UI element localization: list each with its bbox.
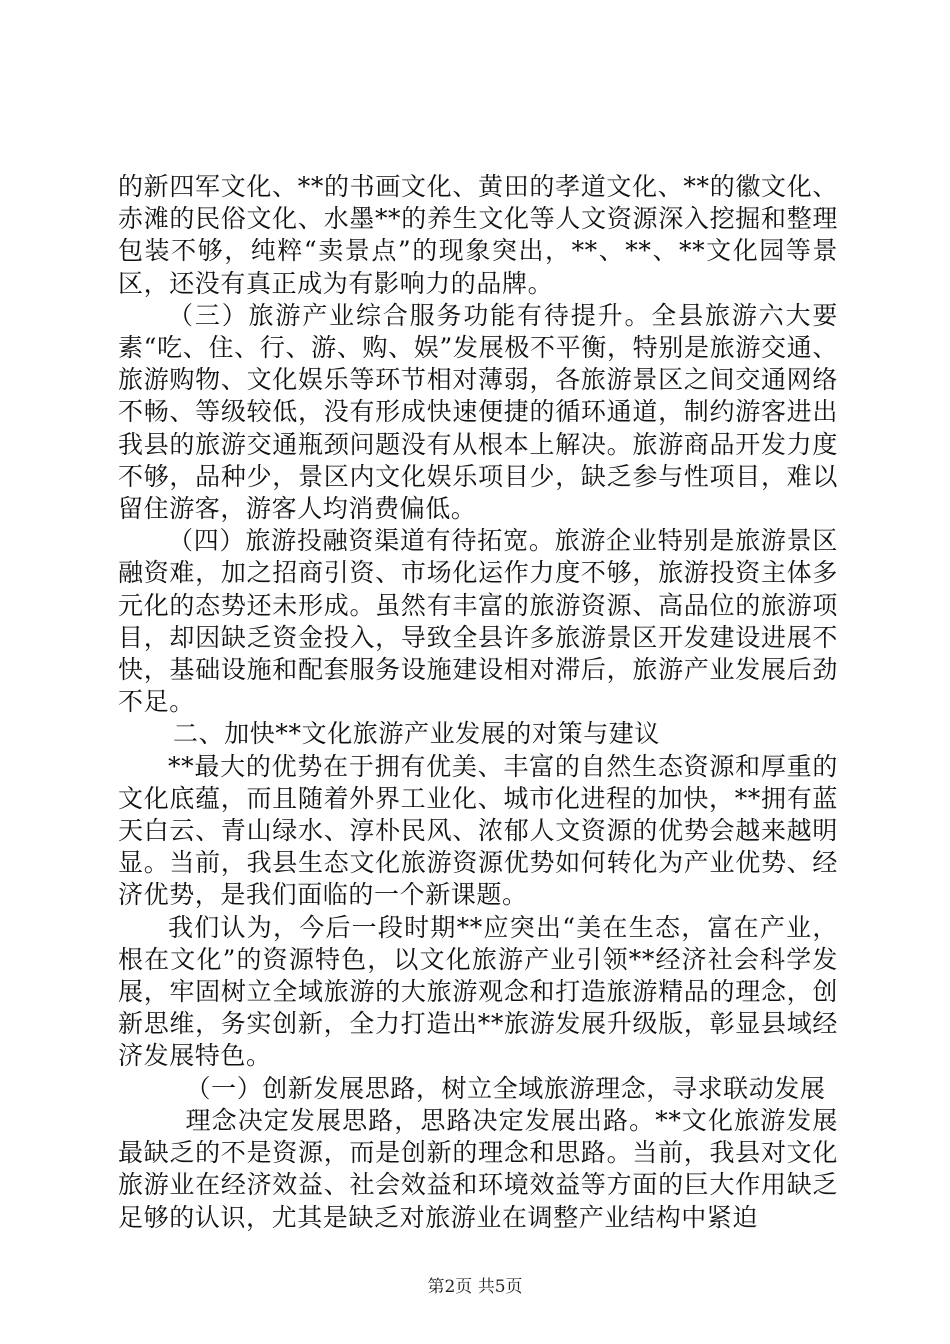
document-body xyxy=(118,171,838,1234)
paragraph-concept: 理念决定发展思路，思路决定发展出路。**文化旅游发展最缺乏的不是资源，而是创新的理念和思路。当前，我县对文化旅游业在经济效益、社会效益和环境效益等方面的巨大作用缺乏足够的认识，尤其是缺乏对旅游业在调整产业结构中紧迫 xyxy=(118,1105,838,1232)
paragraph-our-view: 我们认为，今后一段时期**应突出“美在生态，富在产业，根在文化”的资源特色，以文化旅游产业引领**经济社会科学发展，牢固树立全域旅游的大旅游观念和打造旅游精品的理念，创新思维，务实创新，全力打造出**旅游发展升级版，彰显县域经济发展特色。 xyxy=(118,912,838,1071)
paragraph-section-three: （三）旅游产业综合服务功能有待提升。全县旅游六大要素“吃、住、行、游、购、娱”发展极不平衡，特别是旅游交通、旅游购物、文化娱乐等环节相对薄弱，各旅游景区之间交通网络不畅、等级较低，没有形成快速便捷的循环通道，制约游客进出我县的旅游交通瓶颈问题没有从根本上解决。旅游商品开发力度不够，品种少，景区内文化娱乐项目少，缺乏参与性项目，难以留住游客，游客人均消费偏低。 xyxy=(118,300,838,524)
paragraph-section-four: （四）旅游投融资渠道有待拓宽。旅游企业特别是旅游景区融资难，加之招商引资、市场化运作力度不够，旅游投资主体多元化的态势还未形成。虽然有丰富的旅游资源、高品位的旅游项目，却因缺乏资金投入，导致全县许多旅游景区开发建设进展不快，基础设施和配套服务设施建设相对滞后，旅游产业发展后劲不足。 xyxy=(118,526,838,717)
paragraph-continuation: 的新四军文化、**的书画文化、黄田的孝道文化、**的徽文化、赤滩的民俗文化、水墨**的养生文化等人文资源深入挖掘和整理包装不够，纯粹“卖景点”的现象突出，**、**、**文化园等景区，还没有真正成为有影响力的品牌。 xyxy=(118,172,838,298)
subsection-heading-one: （一）创新发展思路，树立全域旅游理念，寻求联动发展 xyxy=(185,1073,826,1103)
paragraph-advantages: **最大的优势在于拥有优美、丰富的自然生态资源和厚重的文化底蕴，而且随着外界工业化、城市化进程的加快，**拥有蓝天白云、青山绿水、淳朴民风、浓郁人文资源的优势会越来越明显。当前，我县生态文化旅游资源优势如何转化为产业优势、经济优势，是我们面临的一个新课题。 xyxy=(118,751,838,910)
page-number-footer: 第2页 共5页 xyxy=(427,1277,523,1297)
section-heading-two: 二、加快**文化旅游产业发展的对策与建议 xyxy=(173,719,661,749)
